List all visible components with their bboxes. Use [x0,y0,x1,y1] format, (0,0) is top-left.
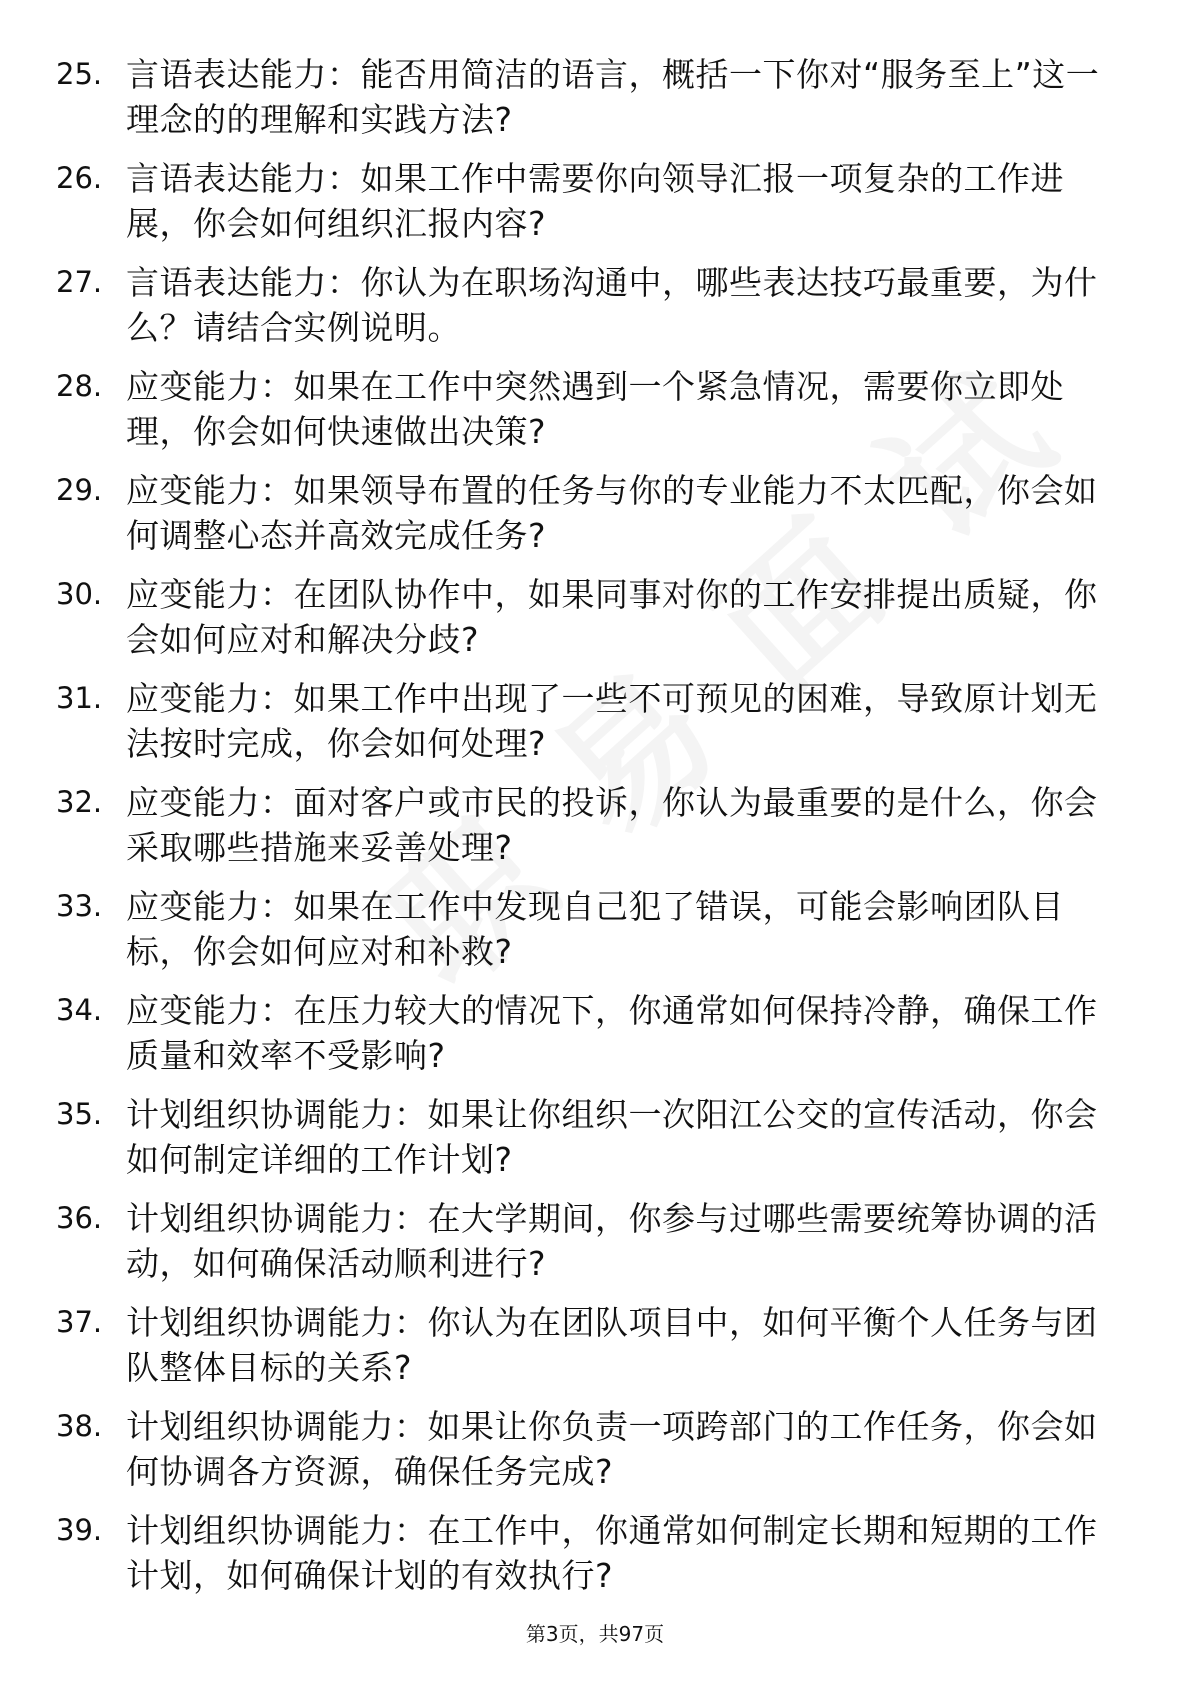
question-number: 36. [56,1201,103,1235]
question-item [0,1300,1190,1404]
question-text: 计划组织协调能力：在大学期间，你参与过哪些需要统筹协调的活动，如何确保活动顺利进行? [126,1199,1098,1283]
question-number: 39. [56,1513,103,1547]
question-text: 言语表达能力：你认为在职场沟通中，哪些表达技巧最重要，为什么？请结合实例说明。 [126,263,1098,347]
question-text: 言语表达能力：如果工作中需要你向领导汇报一项复杂的工作进展，你会如何组织汇报内容? [126,159,1064,243]
question-item [0,156,1190,260]
question-text: 应变能力：如果工作中出现了一些不可预见的困难，导致原计划无法按时完成，你会如何处理? [126,679,1098,763]
question-number: 35. [56,1097,103,1131]
question-number: 37. [56,1305,103,1339]
page-number-footer: 第3页，共97页 [525,1622,665,1646]
question-text: 计划组织协调能力：如果让你组织一次阳江公交的宣传活动，你会如何制定详细的工作计划? [126,1095,1098,1179]
question-number: 29. [56,473,103,507]
question-number: 27. [56,265,103,299]
question-item [0,1404,1190,1508]
question-number: 26. [56,161,103,195]
question-text: 应变能力：在压力较大的情况下，你通常如何保持冷静，确保工作质量和效率不受影响? [126,991,1098,1075]
question-text: 计划组织协调能力：你认为在团队项目中，如何平衡个人任务与团队整体目标的关系? [126,1303,1098,1387]
question-item [0,1092,1190,1196]
question-text: 应变能力：如果在工作中突然遇到一个紧急情况，需要你立即处理，你会如何快速做出决策? [126,367,1064,451]
question-number: 34. [56,993,103,1027]
question-item [0,676,1190,780]
question-item [0,780,1190,884]
question-list [0,52,1190,1612]
question-number: 30. [56,577,103,611]
question-number: 33. [56,889,103,923]
question-number: 28. [56,369,103,403]
question-text: 应变能力：如果领导布置的任务与你的专业能力不太匹配，你会如何调整心态并高效完成任务? [126,471,1098,555]
question-item [0,988,1190,1092]
question-item [0,364,1190,468]
question-number: 25. [56,57,103,91]
question-text: 计划组织协调能力：在工作中，你通常如何制定长期和短期的工作计划，如何确保计划的有效执行? [126,1511,1098,1595]
question-item [0,572,1190,676]
question-text: 应变能力：面对客户或市民的投诉，你认为最重要的是什么，你会采取哪些措施来妥善处理? [126,783,1098,867]
question-text: 应变能力：如果在工作中发现自己犯了错误，可能会影响团队目标，你会如何应对和补救? [126,887,1064,971]
question-number: 38. [56,1409,103,1443]
question-item [0,468,1190,572]
question-item [0,52,1190,156]
question-item [0,260,1190,364]
question-number: 32. [56,785,103,819]
question-item [0,1196,1190,1300]
question-number: 31. [56,681,103,715]
question-text: 计划组织协调能力：如果让你负责一项跨部门的工作任务，你会如何协调各方资源，确保任务完成? [126,1407,1098,1491]
question-text: 言语表达能力：能否用简洁的语言，概括一下你对“服务至上”这一理念的的理解和实践方法? [126,55,1100,139]
question-text: 应变能力：在团队协作中，如果同事对你的工作安排提出质疑，你会如何应对和解决分歧? [126,575,1098,659]
question-item [0,1508,1190,1612]
question-item [0,884,1190,988]
